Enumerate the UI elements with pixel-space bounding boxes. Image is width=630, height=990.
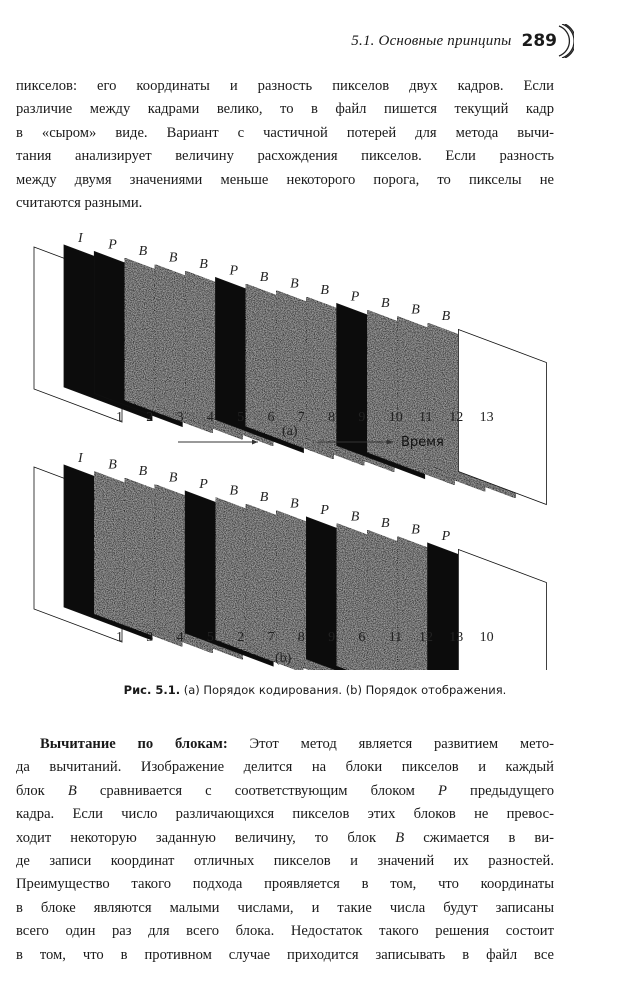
panel-b-frame-number: 13 [449,630,464,645]
text-run: предыдущего [470,782,555,799]
panel-b-label: (b) [275,651,292,666]
panel-b-frame-type-label: P [199,477,208,492]
panel-a-frame-type-label: P [229,263,239,279]
panel-b-frame-number: 2 [237,630,245,645]
panel-b-frame-type-label: B [108,457,117,473]
panel-b-frame-number: 10 [479,630,494,645]
run-in-heading: Вычитание по блокам: [40,736,228,752]
panel-a-frame-type-label: P [350,289,360,305]
time-label: Время [401,435,444,450]
text-run: сжимается в ви- [423,829,554,846]
text-line [40,733,554,756]
panel-a-frame-number: 12 [449,410,464,425]
panel-b-frame-type-label: B [229,483,239,499]
panel-b-frame-number: 6 [358,630,366,645]
panel-b-frame-type-label: P [320,503,329,518]
panel-a-frame-type-label: B [381,296,390,311]
panel-b-frame-number: 9 [328,630,336,645]
text-run: блок [16,782,45,799]
paragraph-block-subtraction [40,733,554,756]
text-line: всего один раз для всего блока. Недостаток такого решения состоит [16,923,554,940]
panel-a-frame-type-label: I [78,231,83,246]
text-line [16,780,554,803]
panel-b-frame-number: 1 [116,630,123,645]
panel-a-frame-number: 1 [116,410,123,425]
panel-b-frame-number: 7 [267,630,275,645]
text-line: кадра. Если число различающихся пикселов этих блоков не превос- [16,806,554,823]
page-number: 289 [521,31,557,51]
panel-b-frame-type-label: B [411,522,420,538]
panel-b-frame-type-label: I [78,451,83,466]
panel-a-frame-type-label: B [441,309,451,324]
panel-b-frame-type-label: B [381,516,390,531]
symbol-B: B [67,782,77,799]
section-title: 5.1. Основные принципы [351,32,512,49]
panel-b-frame-type-label: B [259,490,269,505]
panel-a-frame-type-label: B [320,283,329,298]
page-number-arcs-decoration [558,24,574,58]
text-line [16,827,554,850]
panel-a-frame-number: 13 [479,410,494,425]
text-line: считаются разными. [16,195,143,212]
text-run: сравнивается с соответствующим блоком [99,782,415,799]
text-line: в том, что в противном случае приходится записывать в файл все [16,946,554,963]
panel-a-frame-type-label: B [168,250,178,266]
panel-b-frame-type-label: B [290,496,299,512]
text-line: де записи координат отличных пикселов и значений их разностей. [16,853,554,870]
panel-b-frame-number: 3 [146,630,154,645]
panel-b-frame-type-label: B [168,470,178,486]
panel-a-frame-number: 10 [388,410,403,425]
panel-a-label: (a) [282,424,298,439]
text-line: да вычитаний. Изображение делится на блоки пикселов и каждый [16,759,554,776]
panel-a-frame-type-label: B [411,302,420,318]
panel-b-frame-type-label: B [138,464,148,479]
symbol-B: B [395,829,405,846]
panel-b-frame-number: 12 [419,630,433,645]
panel-a-frame-number: 4 [206,410,214,425]
caption-text: (a) Порядок кодирования. (b) Порядок отображения. [183,683,507,697]
panel-a-frame-number: 6 [267,410,275,425]
text-line: между двумя значениями меньше некоторого порога, то пикселы не [16,171,554,188]
paragraph-block-subtraction-body [16,756,554,967]
panel-b-frame-number: 8 [297,630,305,645]
running-head [351,24,574,58]
panel-b-frame-number: 4 [176,630,184,645]
panel-b-frame-number: 11 [388,630,403,645]
panel-a-frame-type-label: B [138,244,148,259]
text-line: в блоке являются малыми числами, и такие числа будут записаны [16,899,554,916]
panel-a-frame-number: 3 [176,410,184,425]
panel-a-frame-number: 8 [328,410,336,425]
panel-a-frame-number: 5 [237,410,245,425]
text-line: пикселов: его координаты и разность пикселов двух кадров. Если [16,78,554,94]
figure-5-1 [0,225,630,670]
figure-caption [0,683,630,697]
text-line: тания анализирует величину расхождения пикселов. Если разность [16,148,554,165]
panel-b-frame-type-label: B [350,509,360,525]
text-line: Преимущество такого подхода проявляется в том, что координаты [16,876,554,893]
panel-a-frame-number: 7 [297,410,305,425]
panel-b-frame-type-label: P [441,529,451,544]
panel-a-frame-type-label: P [108,237,117,253]
panel-a-frame-number: 9 [358,410,366,425]
panel-a-frame-number: 11 [419,410,433,425]
panel-a-frame-number: 2 [146,410,154,425]
text-line: в «сыром» виде. Вариант с частичной потерей для метода вычи- [16,124,554,141]
panel-b-frame-number: 5 [206,630,214,645]
symbol-P: P [438,782,447,799]
text-run: Этот метод является развитием мето- [249,736,554,752]
paragraph-intro [16,75,554,215]
panel-a-frame-type-label: B [199,257,208,272]
text-line: различие между кадрами велико, то в файл пишется текущий кадр [16,101,554,118]
caption-label: Рис. 5.1. [123,683,181,697]
panel-a-frame-type-label: B [259,270,269,285]
panel-b-last-frame-white [458,550,546,671]
panel-a-frame-type-label: B [290,276,299,292]
text-run: ходит некоторую заданную величину, то блок [16,829,377,846]
